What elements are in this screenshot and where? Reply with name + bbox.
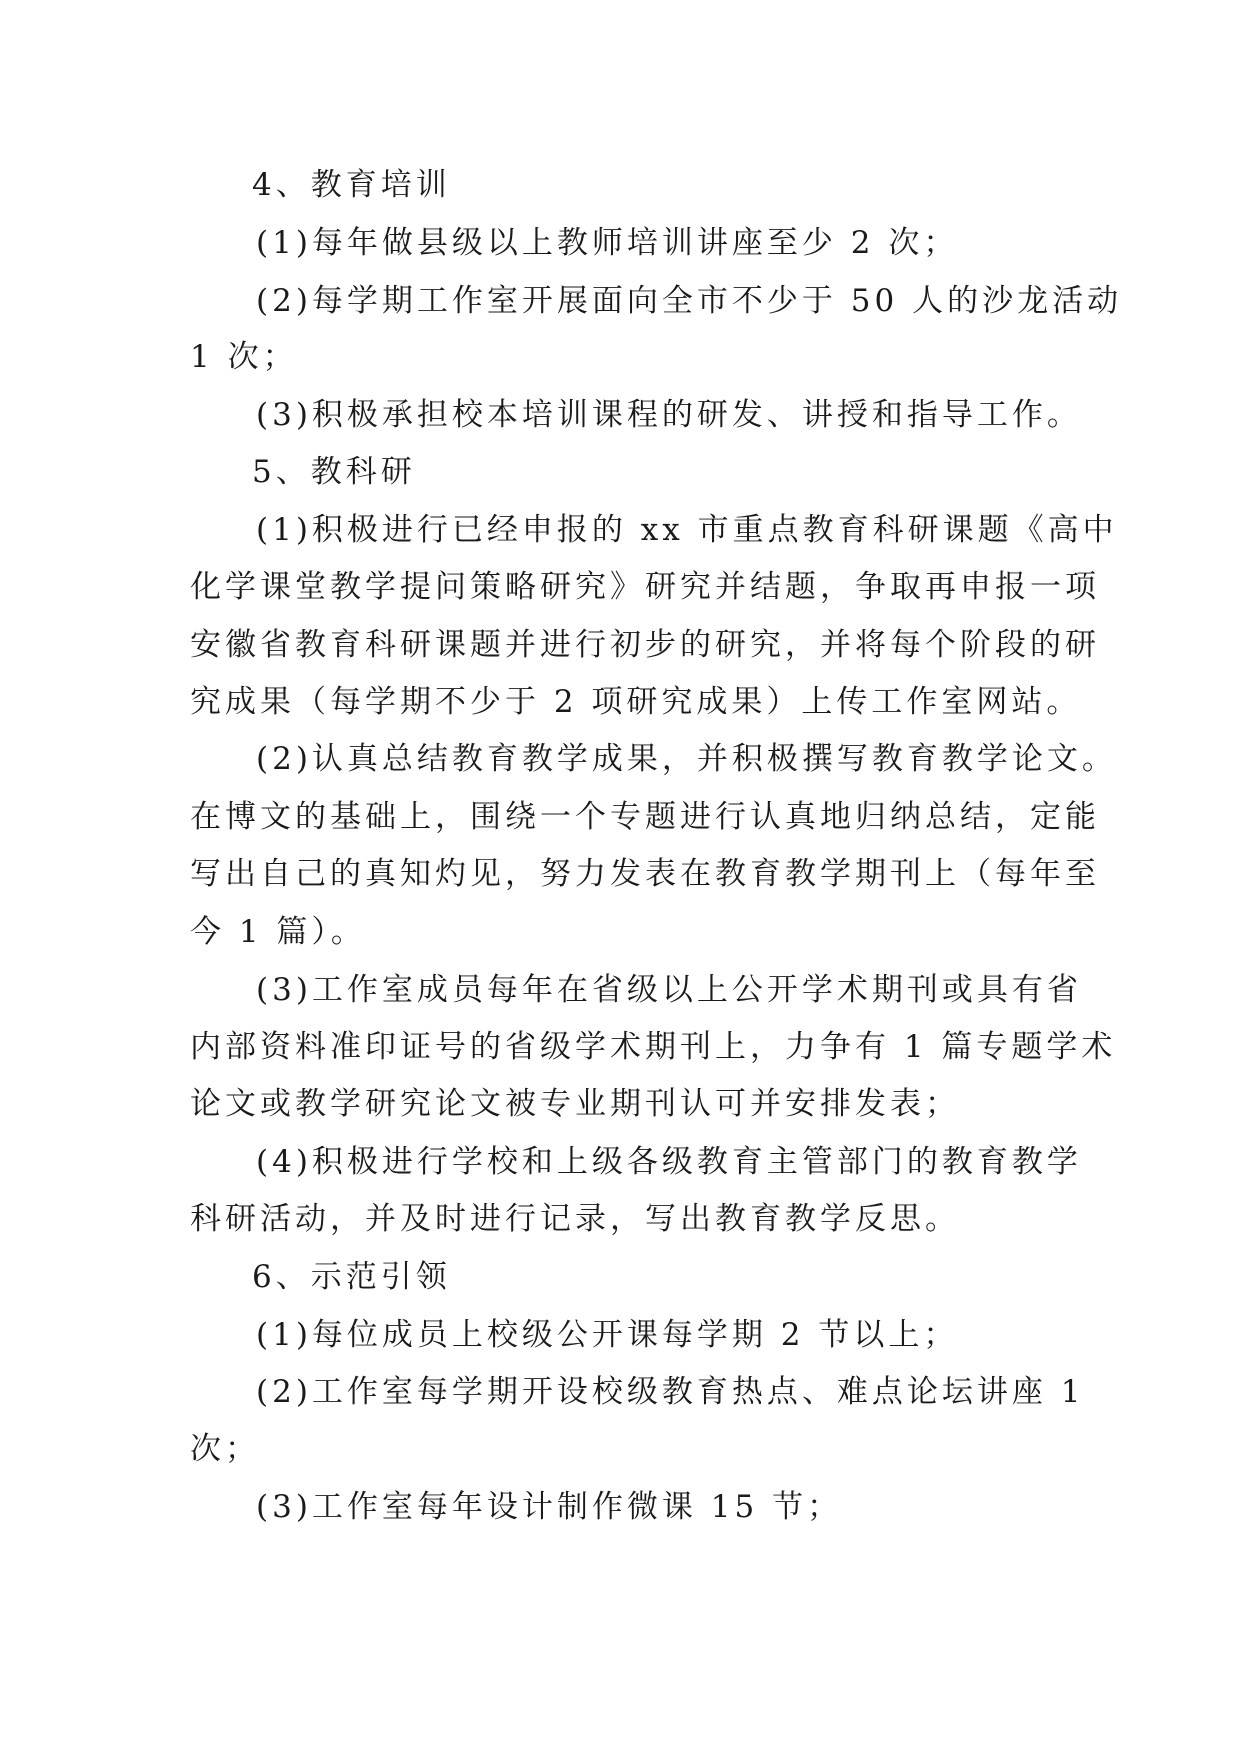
paragraph-line: (1)每位成员上校级公开课每学期 2 节以上； bbox=[256, 1317, 959, 1353]
paragraph-line: 今 1 篇）。 bbox=[190, 914, 366, 950]
paragraph-line: 写出自己的真知灼见，努力发表在教育教学期刊上（每年至 bbox=[190, 856, 1100, 892]
paragraph-line: (2)每学期工作室开展面向全市不少于 50 人的沙龙活动 bbox=[256, 283, 1123, 319]
paragraph-line: 论文或教学研究论文被专业期刊认可并安排发表； bbox=[190, 1086, 960, 1122]
paragraph-line: 科研活动，并及时进行记录，写出教育教学反思。 bbox=[190, 1201, 960, 1237]
paragraph-line: (3)积极承担校本培训课程的研发、讲授和指导工作。 bbox=[256, 397, 1082, 433]
paragraph-line: (3)工作室每年设计制作微课 15 节； bbox=[256, 1489, 843, 1525]
paragraph-line: 在博文的基础上，围绕一个专题进行认真地归纳总结，定能 bbox=[190, 799, 1100, 835]
heading-research: 5、教科研 bbox=[252, 454, 416, 490]
paragraph-line: (3)工作室成员每年在省级以上公开学术期刊或具有省 bbox=[256, 972, 1082, 1008]
paragraph-line: (2)认真总结教育教学成果，并积极撰写教育教学论文。 bbox=[256, 741, 1117, 777]
paragraph-line: 究成果（每学期不少于 2 项研究成果）上传工作室网站。 bbox=[190, 684, 1082, 720]
paragraph-line: 次； bbox=[190, 1431, 260, 1467]
paragraph-line: (1)积极进行已经申报的 xx 市重点教育科研课题《高中 bbox=[256, 512, 1118, 548]
paragraph-line: (2)工作室每学期开设校级教育热点、难点论坛讲座 1 bbox=[256, 1374, 1085, 1410]
paragraph-line: 化学课堂教学提问策略研究》研究并结题，争取再申报一项 bbox=[190, 569, 1100, 605]
paragraph-line: (4)积极进行学校和上级各级教育主管部门的教育教学 bbox=[256, 1144, 1082, 1180]
paragraph-line: (1)每年做县级以上教师培训讲座至少 2 次； bbox=[256, 225, 959, 261]
paragraph-line: 安徽省教育科研课题并进行初步的研究，并将每个阶段的研 bbox=[190, 627, 1100, 663]
paragraph-line: 1 次； bbox=[190, 339, 298, 375]
heading-education-training: 4、教育培训 bbox=[252, 167, 451, 203]
paragraph-line: 内部资料准印证号的省级学术期刊上，力争有 1 篇专题学术 bbox=[190, 1029, 1117, 1065]
heading-demonstration: 6、示范引领 bbox=[252, 1259, 451, 1295]
